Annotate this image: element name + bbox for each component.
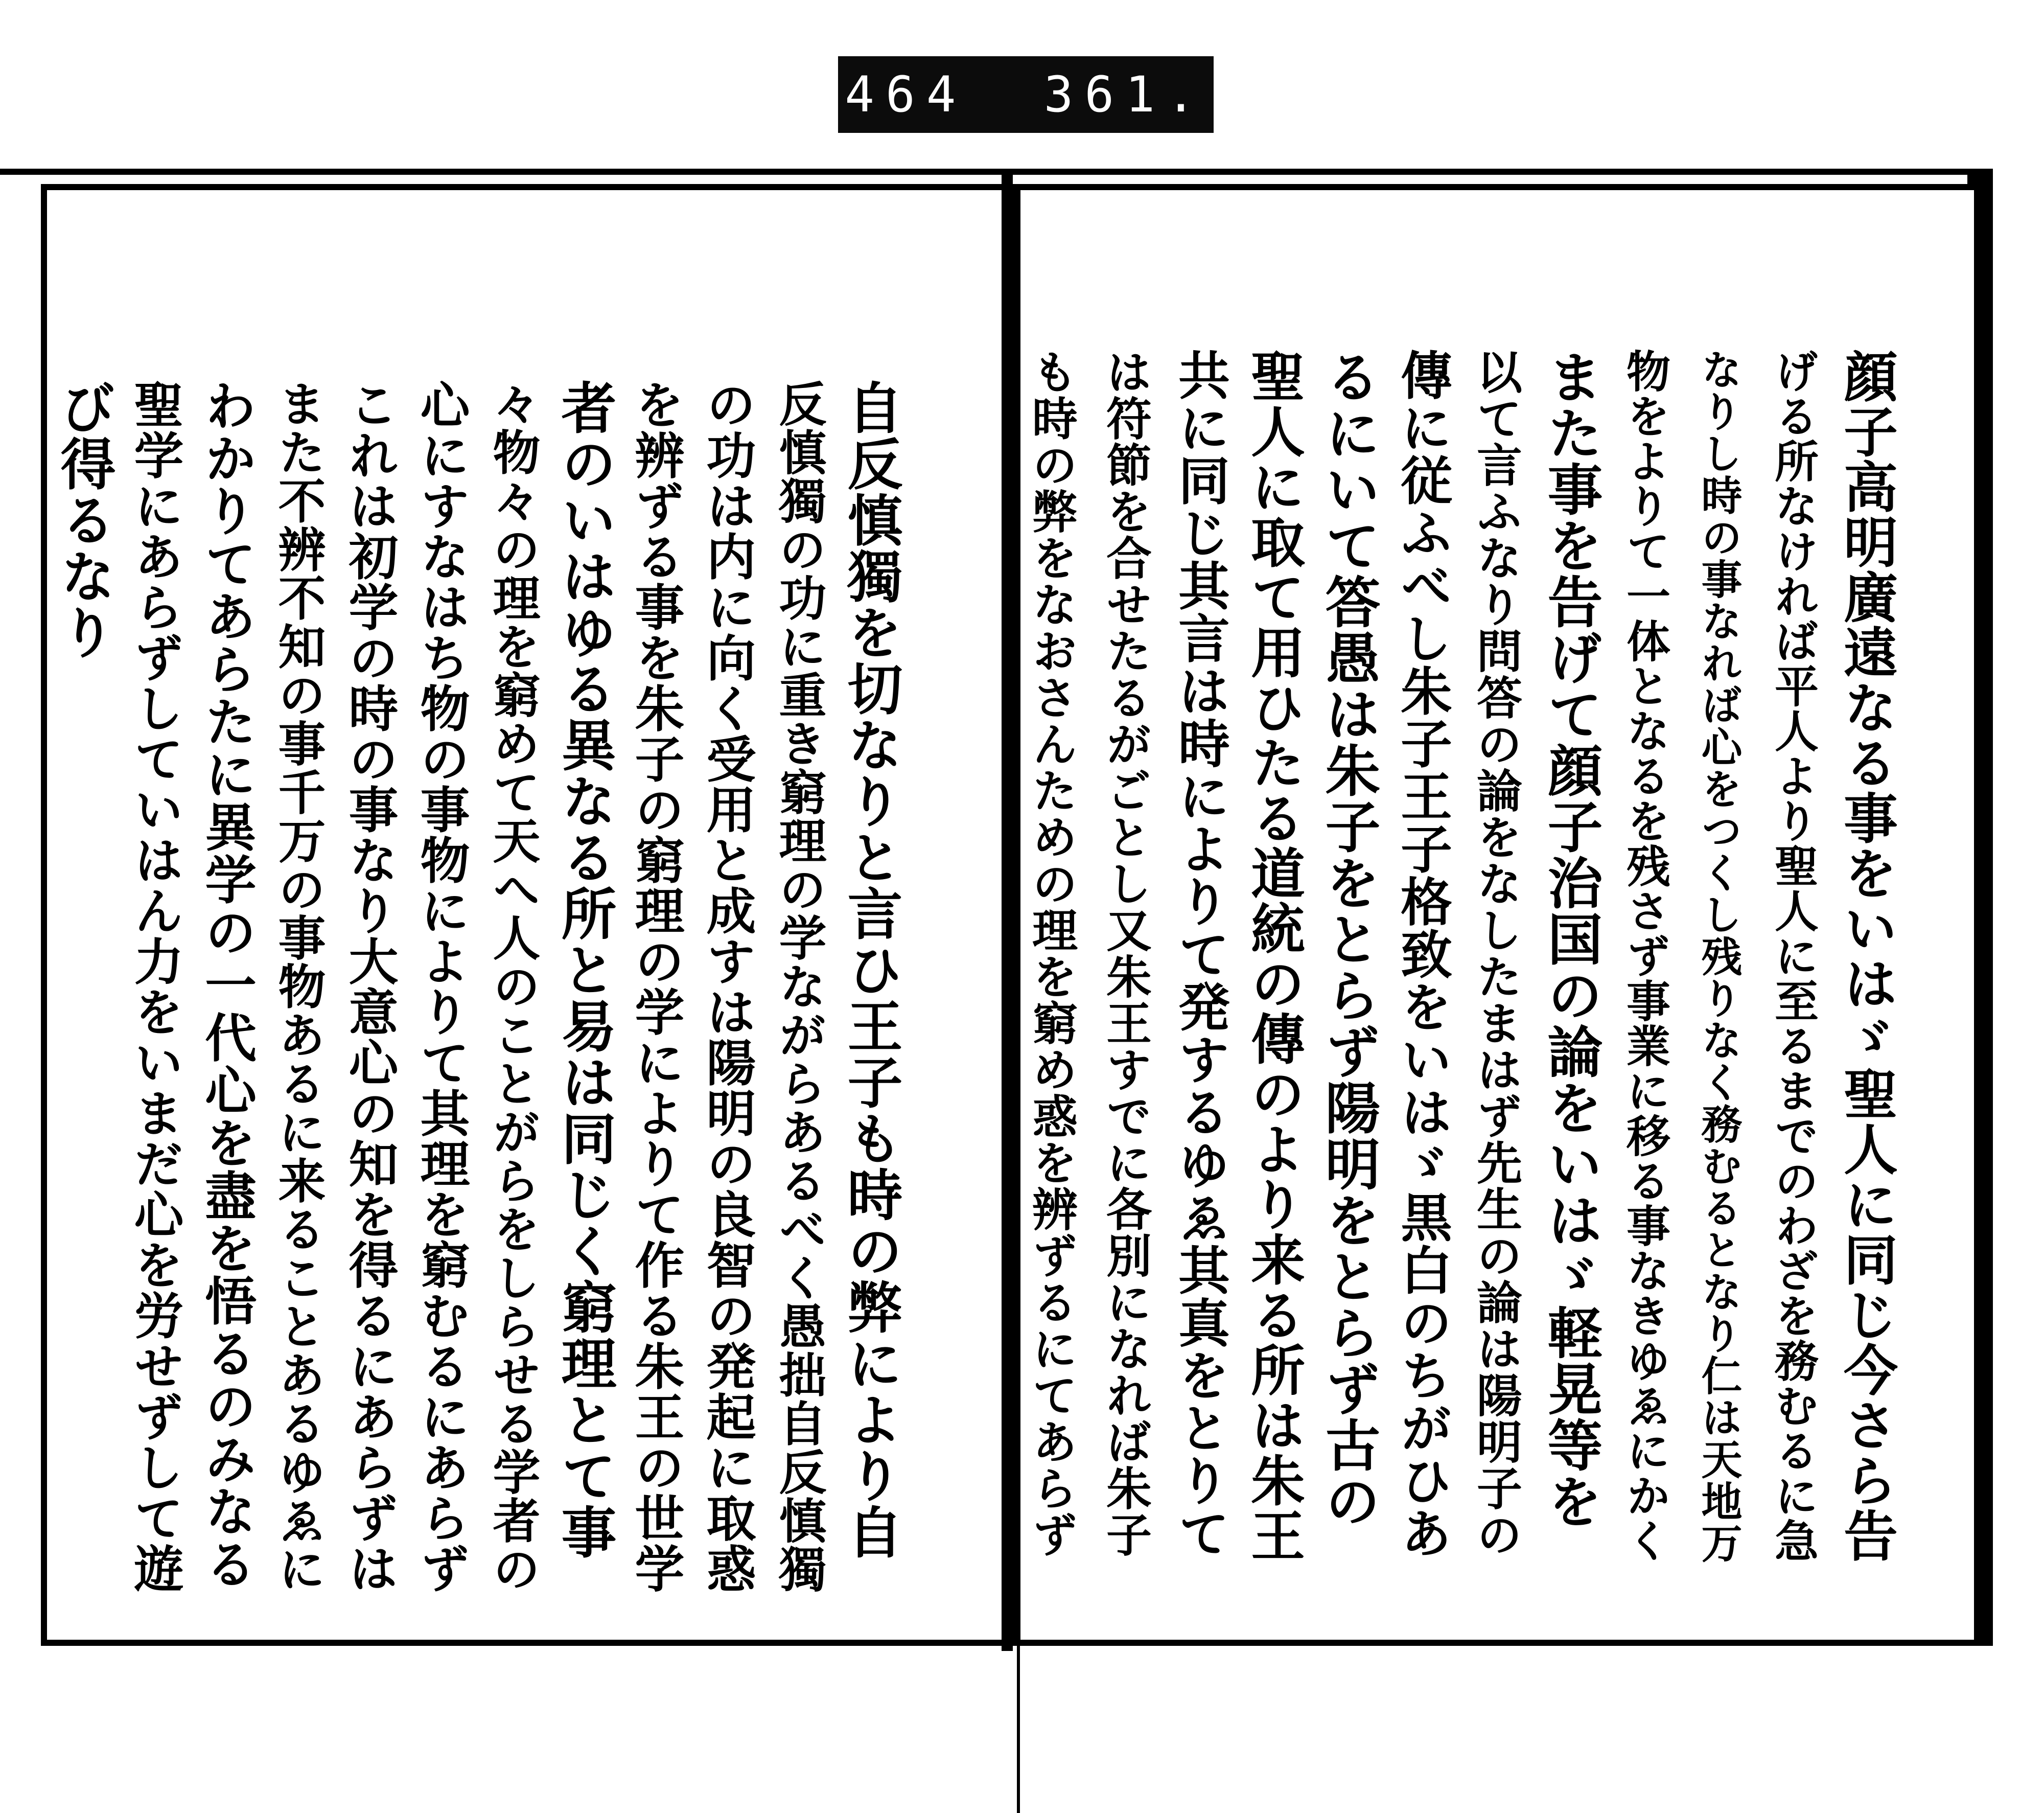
text-column: るにいて答愚は朱子をとらず陽明をとらず古の bbox=[1316, 349, 1380, 1529]
text-column: 物をよりて一体となるを残さず事業に移る事なきゆゑにかく bbox=[1619, 349, 1670, 1563]
text-column: 々物々の理を窮めて天へ人のことがらをしらせる学者の bbox=[485, 379, 541, 1593]
right-page bbox=[1014, 184, 1980, 1646]
archive-number-left: 464 bbox=[845, 66, 967, 123]
text-column: 心にすなはち物の事物によりて其理を窮むるにあらず bbox=[412, 379, 470, 1594]
text-column: は符節を合せたるがごとし又朱王すでに各別になれば朱子 bbox=[1099, 349, 1153, 1558]
text-column: 聖学にあらずしていはん力をいまだ心を労せずして遊 bbox=[126, 379, 184, 1594]
text-column: また事を告げて顔子治国の論をいはゞ軽晃等を bbox=[1538, 349, 1602, 1529]
text-column: げる所なければ平人より聖人に至るまでのわざを務むるに急 bbox=[1767, 349, 1819, 1563]
center-gutter bbox=[1002, 169, 1013, 1651]
text-column: 反慎獨の功に重き窮理の学ながらあるべく愚拙自反慎獨 bbox=[771, 379, 827, 1593]
text-column: 傳に従ふべし朱子王子格致をいはゞ黒白のちがひあ bbox=[1392, 349, 1453, 1559]
book-top-edge bbox=[0, 169, 1990, 175]
text-column: なりし時の事なれば心をつくし残りなく務むるとなり仁は天地万 bbox=[1694, 349, 1743, 1564]
text-column: 聖人に取て用ひたる道統の傳のより来る所は朱王 bbox=[1242, 349, 1306, 1563]
text-column: 自反慎獨を切なりと言ひ王子も時の弊により自 bbox=[838, 379, 902, 1560]
archive-number-right: 361. bbox=[1043, 66, 1207, 123]
text-column: これは初学の時の事なり大意心の知を得るにあらずは bbox=[340, 379, 399, 1594]
text-column: また不辨不知の事千万の事物あるに来ることあるゆゑに bbox=[270, 379, 326, 1593]
archive-number-label bbox=[838, 56, 1214, 133]
gutter-line bbox=[1017, 1646, 1020, 1813]
text-column: わかりてあらたに異学の一代心を盡を悟るのみなる bbox=[196, 379, 257, 1590]
text-column: 顔子高明廣遠なる事をいはゞ聖人に同じ今さら告 bbox=[1835, 349, 1899, 1563]
text-column: び得るなり bbox=[51, 379, 115, 660]
text-column: を辨ずる事を朱子の窮理の学によりて作る朱王の世学 bbox=[626, 379, 685, 1594]
text-column: 共に同じ其言は時によりて発するゆゑ其真をとりて bbox=[1170, 349, 1230, 1559]
text-column: 者のいはゆる異なる所と易は同じく窮理とて事 bbox=[552, 379, 616, 1560]
text-column: も時の弊をなおさんための理を窮め惑を辨ずるにてあらず bbox=[1025, 349, 1079, 1558]
left-page bbox=[41, 184, 1014, 1646]
text-column: 以て言ふなり問答の論をなしたまはず先生の論は陽明子の bbox=[1470, 349, 1523, 1558]
text-column: の功は内に向く受用と成すは陽明の良智の発起に取惑 bbox=[698, 379, 756, 1594]
